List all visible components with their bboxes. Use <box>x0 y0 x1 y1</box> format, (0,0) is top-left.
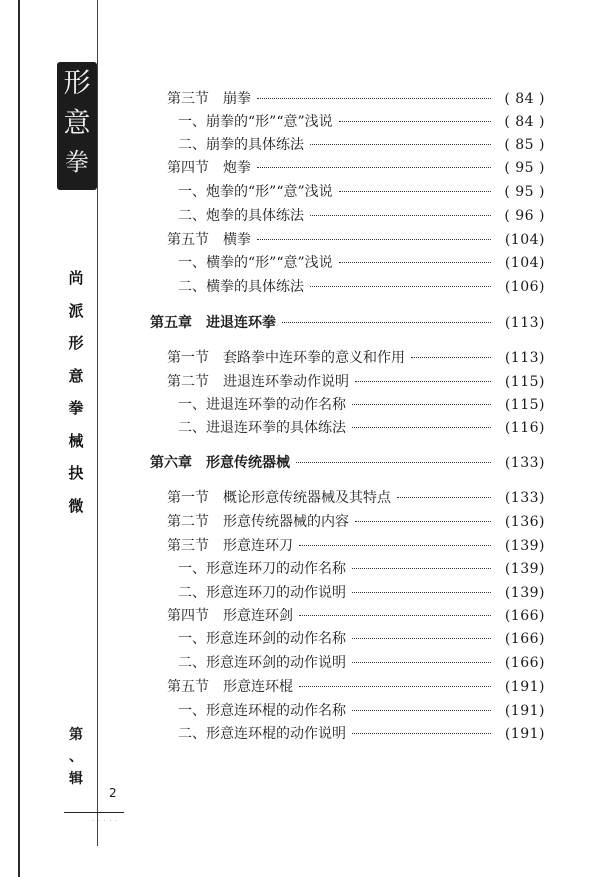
series-title-char: 派 <box>68 301 84 320</box>
toc-entry-item <box>178 276 545 296</box>
series-title-char: 拳 <box>68 399 84 417</box>
toc-entry-section <box>167 511 545 531</box>
toc-page-number: (136) <box>504 514 545 530</box>
toc-page-number: ( 96 ) <box>504 208 545 224</box>
toc-entry-item <box>178 205 545 225</box>
toc-entry-item <box>178 723 545 743</box>
toc-entry-title: 第三节 崩拳 <box>167 91 251 107</box>
toc-entry-section <box>167 676 545 696</box>
toc-entry-title: 第五节 形意连环棍 <box>167 679 293 695</box>
toc-page-number: (139) <box>504 561 545 577</box>
series-title-char: 意 <box>68 366 84 385</box>
toc-page-number: (139) <box>504 585 545 601</box>
toc-entry-item <box>178 252 545 272</box>
toc-leader-dots <box>282 322 491 323</box>
toc-entry-title: 一、形意连环棍的动作名称 <box>178 703 346 719</box>
toc-leader-dots <box>299 615 491 616</box>
toc-entry-title: 第二节 形意传统器械的内容 <box>167 514 349 530</box>
volume-char: 、 <box>69 749 83 765</box>
toc-entry-title: 二、形意连环棍的动作说明 <box>178 726 346 742</box>
toc-page-number: (191) <box>504 726 545 742</box>
toc-page-number: (115) <box>504 374 545 390</box>
toc-leader-dots <box>352 710 491 711</box>
toc-page-number: ( 84 ) <box>504 91 545 107</box>
toc-page-number: (166) <box>504 631 545 647</box>
series-title-char: 微 <box>68 496 84 515</box>
toc-entry-item <box>178 134 545 154</box>
toc-leader-dots <box>339 262 491 263</box>
toc-entry-section <box>167 487 545 507</box>
toc-page-number: (191) <box>504 679 545 695</box>
toc-leader-dots <box>339 191 491 192</box>
toc-entry-title: 一、炮拳的“形”“意”浅说 <box>178 184 333 200</box>
toc-entry-chapter <box>150 312 545 332</box>
toc-page-number: ( 95 ) <box>504 160 545 176</box>
toc-entry-title: 一、形意连环剑的动作名称 <box>178 631 346 647</box>
toc-leader-dots <box>352 662 491 663</box>
toc-leader-dots <box>352 427 491 428</box>
toc-page-number: (104) <box>504 255 545 271</box>
toc-leader-dots <box>352 592 491 593</box>
toc-leader-dots <box>352 733 491 734</box>
toc-entry-title: 二、崩拳的具体练法 <box>178 137 304 153</box>
toc-entry-title: 一、崩拳的“形”“意”浅说 <box>178 114 333 130</box>
toc-entry-title: 第四节 炮拳 <box>167 160 251 176</box>
toc-page-number: (113) <box>504 350 545 366</box>
toc-leader-dots <box>355 381 491 382</box>
toc-page-number: (191) <box>504 703 545 719</box>
toc-page-number: (113) <box>504 315 545 331</box>
toc-entry-section <box>167 347 545 367</box>
toc-leader-dots <box>296 462 491 463</box>
toc-leader-dots <box>411 357 491 358</box>
toc-entry-item <box>178 394 545 414</box>
toc-leader-dots <box>257 98 491 99</box>
toc-entry-title: 第三节 形意连环刀 <box>167 538 293 554</box>
toc-entry-item <box>178 558 545 578</box>
toc-entry-title: 第五章 进退连环拳 <box>150 315 276 331</box>
toc-entry-section <box>167 157 545 177</box>
toc-entry-item <box>178 181 545 201</box>
logo-char-3: 拳 <box>65 148 89 176</box>
toc-entry-item <box>178 111 545 131</box>
toc-leader-dots <box>299 545 491 546</box>
toc-page-number: (166) <box>504 655 545 671</box>
toc-page-number: (106) <box>504 279 545 295</box>
toc-page-number: (166) <box>504 608 545 624</box>
series-title-char: 形 <box>68 334 84 352</box>
spine-rule <box>97 0 98 846</box>
series-title-vertical <box>66 262 86 522</box>
toc-entry-title: 第二节 进退连环拳动作说明 <box>167 374 349 390</box>
toc-entry-title: 第五节 横拳 <box>167 232 251 248</box>
volume-char: 辑 <box>69 771 83 787</box>
volume-char: 第 <box>69 727 83 743</box>
logo-char-2: 意 <box>63 108 91 139</box>
toc-entry-item <box>178 700 545 720</box>
toc-entry-title: 二、横拳的具体练法 <box>178 279 304 295</box>
toc-leader-dots <box>339 121 491 122</box>
toc-page-number: (139) <box>504 538 545 554</box>
toc-leader-dots <box>310 215 491 216</box>
page-number: 2 <box>109 786 117 800</box>
toc-entry-item <box>178 652 545 672</box>
toc-page-number: (104) <box>504 232 545 248</box>
toc-page-number: ( 95 ) <box>504 184 545 200</box>
toc-entry-chapter <box>150 452 545 472</box>
toc-page-number: (115) <box>504 397 545 413</box>
page-margin-rule <box>18 0 20 877</box>
toc-entry-section <box>167 229 545 249</box>
toc-entry-item <box>178 582 545 602</box>
toc-page-number: (116) <box>504 420 545 436</box>
toc-entry-title: 二、形意连环剑的动作说明 <box>178 655 346 671</box>
logo-char-1: 形 <box>63 68 91 99</box>
toc-leader-dots <box>352 568 491 569</box>
series-title-char: 抉 <box>68 464 84 482</box>
toc-entry-title: 二、进退连环拳的具体练法 <box>178 420 346 436</box>
toc-leader-dots <box>299 686 491 687</box>
toc-page-number: (133) <box>504 490 545 506</box>
footer-rule <box>64 812 124 813</box>
toc-page-number: ( 85 ) <box>504 137 545 153</box>
toc-leader-dots <box>257 239 491 240</box>
toc-entry-section <box>167 88 545 108</box>
toc-entry-title: 一、横拳的“形”“意”浅说 <box>178 255 333 271</box>
toc-entry-title: 第四节 形意连环剑 <box>167 608 293 624</box>
toc-entry-item <box>178 628 545 648</box>
toc-leader-dots <box>310 144 491 145</box>
toc-entry-title: 二、炮拳的具体练法 <box>178 208 304 224</box>
series-title-char: 械 <box>68 431 84 450</box>
series-title-char: 尚 <box>68 269 84 287</box>
toc-leader-dots <box>355 521 491 522</box>
toc-entry-item <box>178 417 545 437</box>
toc-entry-title: 第六章 形意传统器械 <box>150 455 290 471</box>
toc-entry-title: 一、形意连环刀的动作名称 <box>178 561 346 577</box>
toc-entry-title: 第一节 套路拳中连环拳的意义和作用 <box>167 350 405 366</box>
toc-entry-section <box>167 535 545 555</box>
toc-leader-dots <box>257 167 491 168</box>
toc-entry-section <box>167 371 545 391</box>
toc-leader-dots <box>397 497 491 498</box>
series-logo-seal <box>57 62 97 190</box>
toc-entry-title: 第一节 概论形意传统器械及其特点 <box>167 490 391 506</box>
toc-page-number: (133) <box>504 455 545 471</box>
toc-leader-dots <box>352 404 491 405</box>
toc-entry-section <box>167 605 545 625</box>
toc-entry-title: 一、进退连环拳的动作名称 <box>178 397 346 413</box>
toc-page-number: ( 84 ) <box>504 114 545 130</box>
toc-leader-dots <box>310 286 491 287</box>
toc-entry-title: 二、形意连环刀的动作说明 <box>178 585 346 601</box>
series-volume-vertical <box>66 724 86 790</box>
toc-leader-dots <box>352 638 491 639</box>
scan-noise: · · · · · <box>92 818 119 825</box>
